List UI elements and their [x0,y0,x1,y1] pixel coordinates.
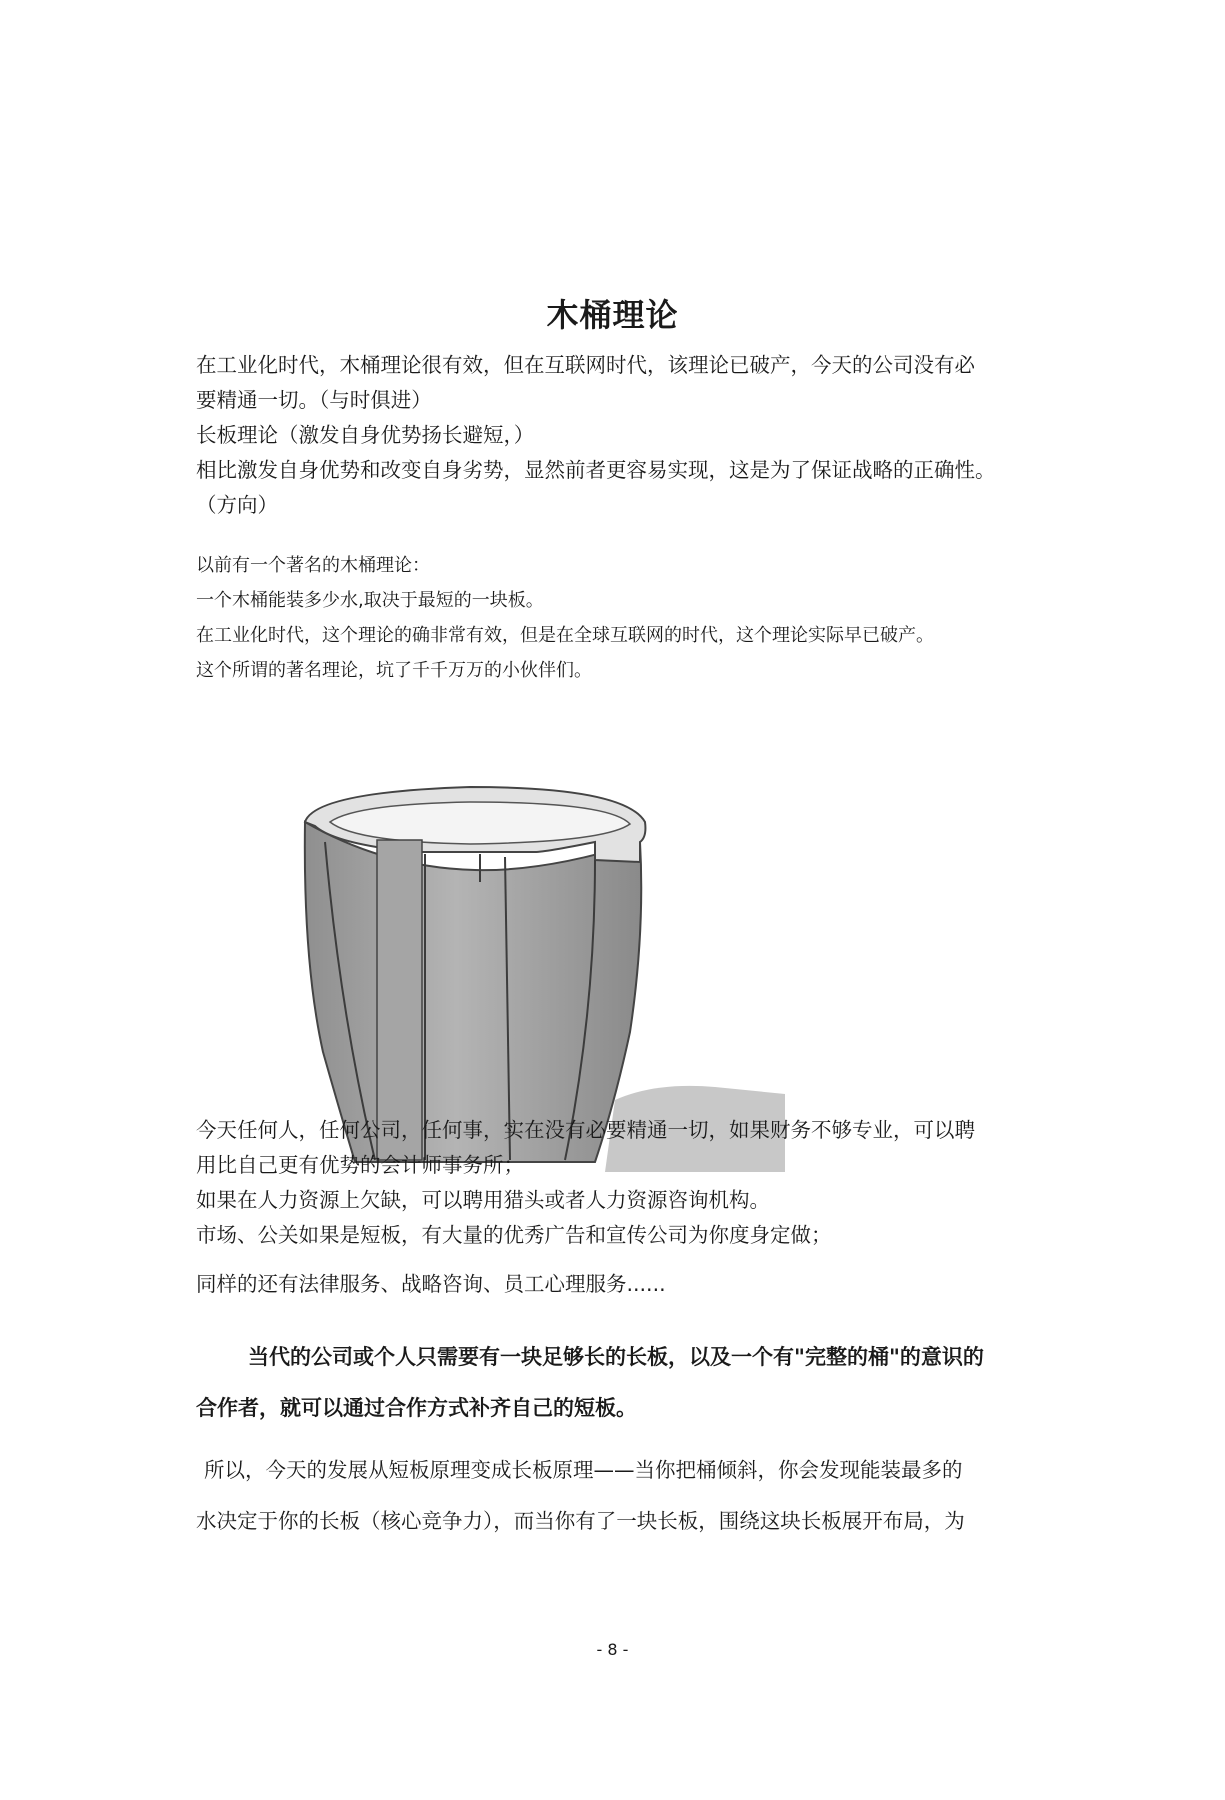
intro-line: 相比激发自身优势和改变自身劣势，显然前者更容易实现，这是为了保证战略的正确性。 [196,458,996,482]
body-line: 用比自己更有优势的会计师事务所； [196,1153,524,1177]
page-title: 木桶理论 [546,296,679,334]
intro-line: 在工业化时代，木桶理论很有效，但在互联网时代，该理论已破产，今天的公司没有必 [196,353,975,377]
quote-line: 这个所谓的著名理论，坑了千千万万的小伙伴们。 [196,660,592,681]
quote-line: 一个木桶能装多少水,取决于最短的一块板。 [196,590,544,611]
bucket-interior [330,802,630,844]
body-line: 如果在人力资源上欠缺，可以聘用猎头或者人力资源咨询机构。 [196,1188,770,1212]
highlight-line: 合作者，就可以通过合作方式补齐自己的短板。 [196,1396,637,1420]
bucket-body [305,822,641,1162]
long-board [377,840,422,1160]
body-line: 同样的还有法律服务、战略咨询、员工心理服务...... [196,1272,666,1296]
intro-line: （方向） [196,493,278,517]
body-line: 今天任何人，任何公司，任何事，实在没有必要精通一切，如果财务不够专业，可以聘 [196,1118,975,1142]
conclusion-line: 所以，今天的发展从短板原理变成长板原理——当你把桶倾斜，你会发现能装最多的 [204,1458,963,1482]
highlight-line: 当代的公司或个人只需要有一块足够长的长板，以及一个有"完整的桶"的意识的 [248,1345,984,1369]
intro-line: 长板理论（激发自身优势扬长避短，） [196,423,535,447]
quote-line: 在工业化时代，这个理论的确非常有效，但是在全球互联网的时代，这个理论实际早已破产。 [196,625,934,646]
intro-line: 要精通一切。（与时俱进） [196,388,432,412]
body-line: 市场、公关如果是短板，有大量的优秀广告和宣传公司为你度身定做； [196,1223,832,1247]
conclusion-line: 水决定于你的长板（核心竞争力），而当你有了一块长板，围绕这块长板展开布局，为 [196,1509,965,1533]
page-number: - 8 - [596,1640,629,1659]
quote-line: 以前有一个著名的木桶理论： [196,555,430,576]
